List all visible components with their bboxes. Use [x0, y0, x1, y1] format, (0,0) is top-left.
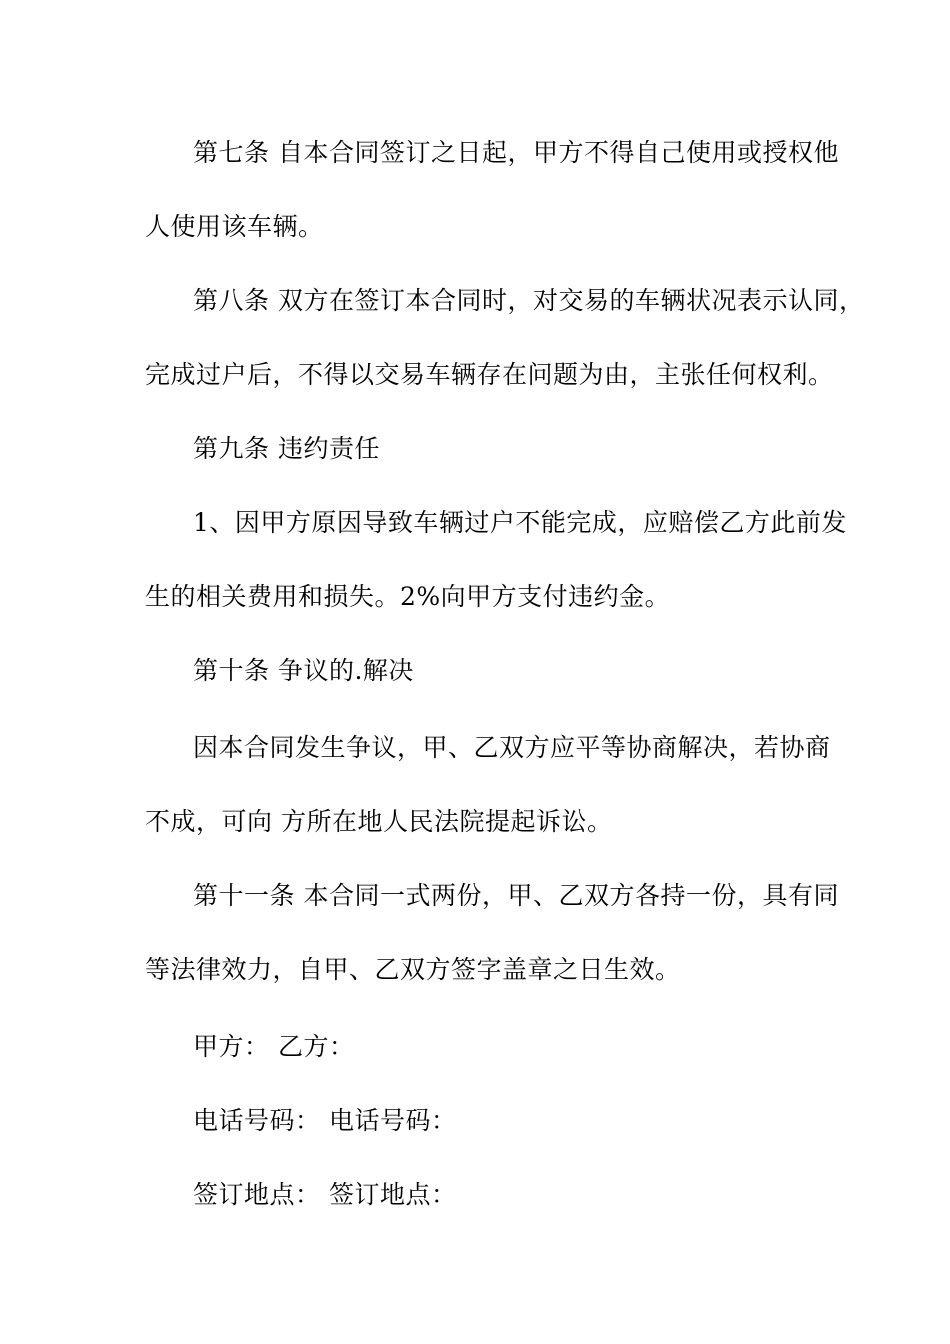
- phone-labels: 电话号码： 电话号码：: [193, 1106, 457, 1135]
- article-8-line-2: 完成过户后，不得以交易车辆存在问题为由，主张任何权利。: [145, 360, 834, 389]
- article-10-line-2: 不成，可向 方所在地人民法院提起诉讼。: [145, 807, 613, 836]
- article-7-line-1: 第七条 自本合同签订之日起，甲方不得自己使用或授权他: [193, 138, 839, 167]
- party-labels: 甲方： 乙方：: [193, 1032, 355, 1061]
- article-9-item-1-line-2: 生的相关费用和损失。2%向甲方支付违约金。: [145, 582, 671, 611]
- article-10-heading: 第十条 争议的.解决: [193, 656, 414, 685]
- article-8-line-1: 第八条 双方在签订本合同时，对交易的车辆状况表示认同，: [193, 286, 865, 315]
- article-9-item-1-line-1: 1、因甲方原因导致车辆过户不能完成，应赔偿乙方此前发: [193, 508, 847, 537]
- article-11-line-2: 等法律效力，自甲、乙双方签字盖章之日生效。: [145, 955, 681, 984]
- article-11-line-1: 第十一条 本合同一式两份，甲、乙双方各持一份，具有同: [193, 881, 839, 910]
- signing-place-labels: 签订地点： 签订地点：: [193, 1180, 457, 1209]
- article-10-line-1: 因本合同发生争议，甲、乙双方应平等协商解决，若协商: [193, 733, 831, 762]
- article-7-line-2: 人使用该车辆。: [145, 212, 324, 241]
- article-9-heading: 第九条 违约责任: [193, 434, 380, 463]
